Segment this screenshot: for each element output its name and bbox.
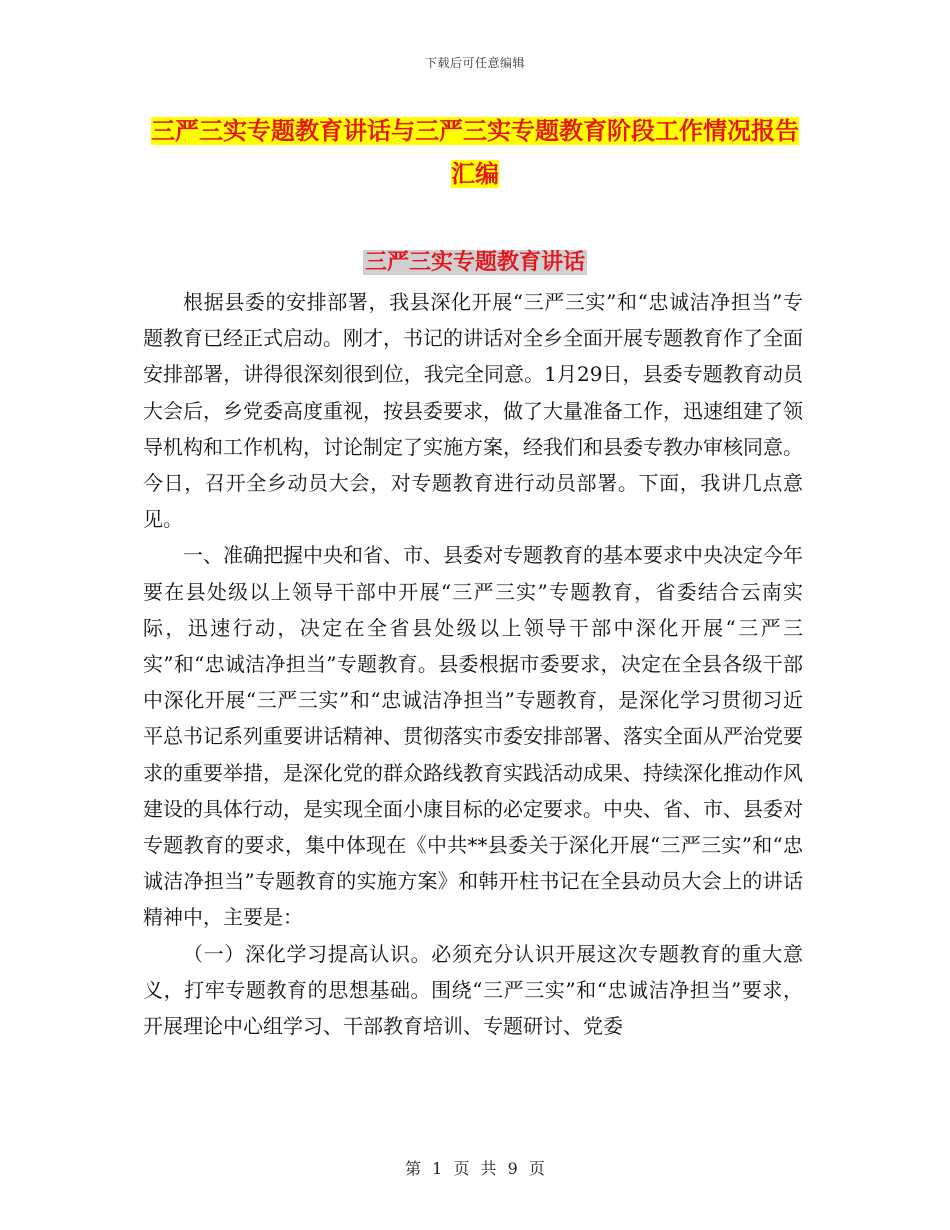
document-title <box>140 110 810 196</box>
body-paragraph-2: 一、准确把握中央和省、市、县委对专题教育的基本要求中央决定今年要在县处级以上领导干部中开展“三严三实”专题教育，省委结合云南实际，迅速行动，决定在全省县处级以上领导干部中深化开展“三严三实”和“忠诚洁净担当”专题教育。县委根据市委要求，决定在全县各级干部中深化开展“三严三实”和“忠诚洁净担当”专题教育，是深化学习贯彻习近平总书记系列重要讲话精神、贯彻落实市委安排部署、落实全面从严治党要求的重要举措，是深化党的群众路线教育实践活动成果、持续深化推动作风建设的具体行动，是实现全面小康目标的必定要求。中央、省、市、县委对专题教育的要求，集中体现在《中共**县委关于深化开展“三严三实”和“忠诚洁净担当”专题教育的实施方案》和韩开柱书记在全县动员大会上的讲话精神中，主要是： <box>143 543 803 930</box>
section-title <box>0 246 950 280</box>
document-title-text: 三严三实专题教育讲话与三严三实专题教育阶段工作情况报告汇编 <box>151 117 799 188</box>
body-paragraph-3: （一）深化学习提高认识。必须充分认识开展这次专题教育的重大意义，打牢专题教育的思想基础。围绕“三严三实”和“忠诚洁净担当”要求，开展理论中心组学习、干部教育培训、专题研讨、党委 <box>143 941 803 1039</box>
page-number-footer: 第 1 页 共 9 页 <box>405 1159 545 1178</box>
section-title-text: 三严三实专题教育讲话 <box>364 250 585 275</box>
page-header-note: 下载后可任意编辑 <box>424 56 525 70</box>
document-body <box>143 284 803 1044</box>
body-paragraph-1: 根据县委的安排部署，我县深化开展“三严三实”和“忠诚洁净担当”专题教育已经正式启动。刚才，书记的讲话对全乡全面开展专题教育作了全面安排部署，讲得很深刻很到位，我完全同意。1月29日，县委专题教育动员大会后，乡党委高度重视，按县委要求，做了大量准备工作，迅速组建了领导机构和工作机构，讨论制定了实施方案，经我们和县委专教办审核同意。今日，召开全乡动员大会，对专题教育进行动员部署。下面，我讲几点意见。 <box>143 290 803 532</box>
